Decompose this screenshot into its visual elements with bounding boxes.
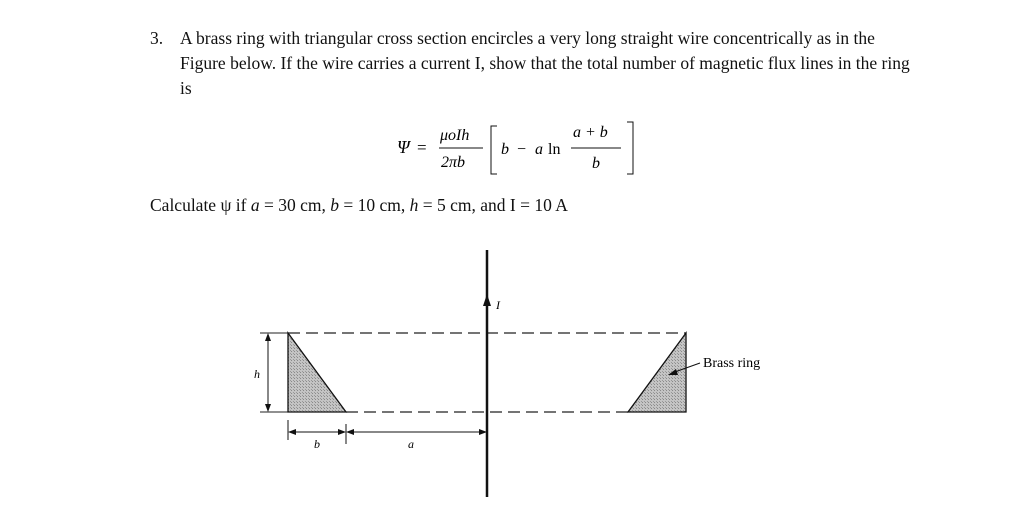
formula-b: b	[501, 141, 509, 158]
b-arrow-right-icon	[338, 429, 346, 435]
calc-h-var: h	[409, 195, 419, 215]
current-label: I	[496, 298, 500, 312]
calc-b-var: b	[330, 195, 339, 215]
calc-a-value: = 30 cm,	[263, 195, 326, 215]
brass-ring-label: Brass ring	[703, 356, 761, 371]
a-arrow-left-icon	[346, 429, 354, 435]
calc-a-var: a	[250, 195, 260, 215]
formula-numerator: μoIh	[440, 127, 470, 144]
calc-h-value: = 5 cm, and I = 10 A	[422, 195, 568, 215]
h-label: h	[254, 367, 260, 381]
a-label: a	[408, 437, 414, 451]
left-ring-cross-section	[288, 333, 346, 412]
b-arrow-left-icon	[288, 429, 296, 435]
formula-minus: −	[517, 141, 527, 158]
right-ring-cross-section	[628, 333, 686, 412]
formula-inner-denominator: b	[592, 155, 600, 172]
problem-text: A brass ring with triangular cross section encircles a very long straight wire concentrically as in the Figure below. If the wire carries a current I, show that the total number of magnetic flux lines in the ring is	[180, 28, 910, 98]
h-arrow-up-icon	[265, 333, 271, 341]
calc-b-value: = 10 cm,	[343, 195, 406, 215]
formula-inner-numerator: a + b	[573, 124, 608, 141]
formula-equals: =	[417, 138, 427, 157]
formula-denominator: 2πb	[441, 154, 466, 171]
b-label: b	[314, 437, 320, 451]
calc-prefix: Calculate ψ if	[150, 195, 247, 215]
h-arrow-down-icon	[265, 404, 271, 412]
formula-psi: Ψ	[397, 137, 410, 157]
formula-a: a	[535, 141, 543, 158]
problem-number: 3.	[150, 28, 164, 48]
current-arrow-icon	[483, 294, 491, 306]
formula-ln: ln	[548, 141, 561, 158]
